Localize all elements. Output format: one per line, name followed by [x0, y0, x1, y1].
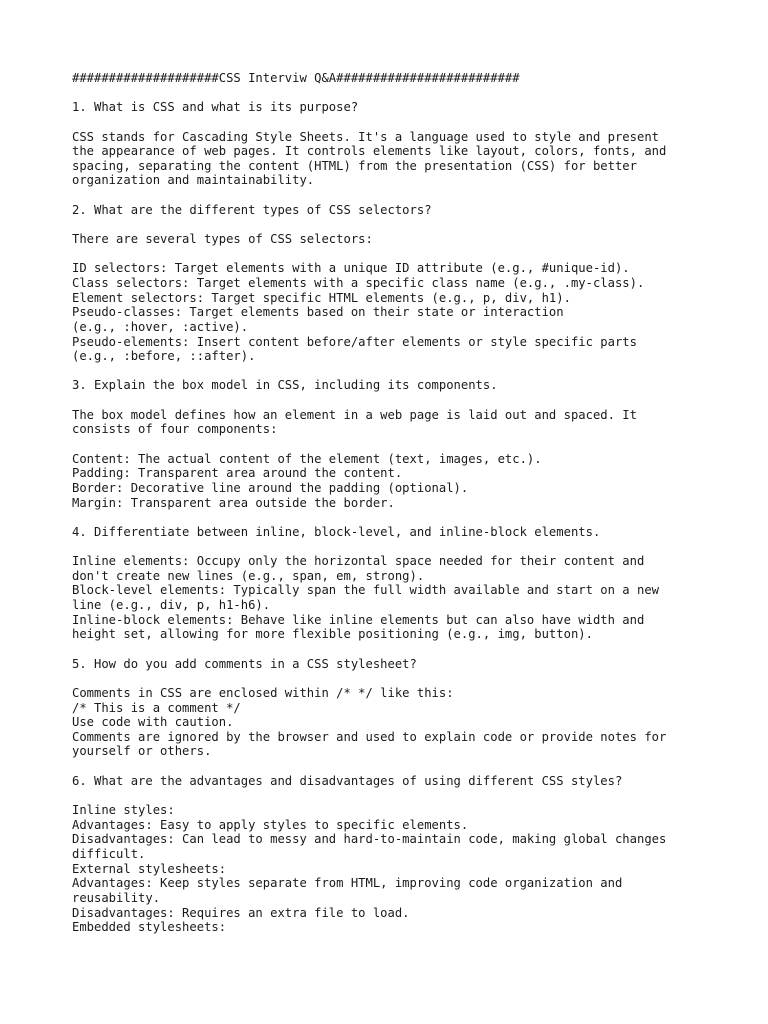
- paragraph-gap: [72, 188, 722, 203]
- paragraph-gap: [72, 540, 722, 555]
- text-line: Inline-block elements: Behave like inline elements but can also have width and: [72, 612, 645, 627]
- text-line: organization and maintainability.: [72, 173, 315, 188]
- text-line: Border: Decorative line around the padding (optional).: [72, 480, 469, 495]
- text-line: (e.g., :hover, :active).: [72, 319, 249, 334]
- paragraph-gap: [72, 759, 722, 774]
- text-line: 6. What are the advantages and disadvantages of using different CSS styles?: [72, 773, 623, 788]
- text-line: ID selectors: Target elements with a unique ID attribute (e.g., #unique-id).: [72, 261, 630, 276]
- text-line: Pseudo-classes: Target elements based on their state or interaction: [72, 305, 564, 320]
- text-line: 5. How do you add comments in a CSS stylesheet?: [72, 656, 417, 671]
- text-line: 1. What is CSS and what is its purpose?: [72, 100, 359, 115]
- text-line: 3. Explain the box model in CSS, including its components.: [72, 378, 498, 393]
- paragraph: [72, 452, 722, 511]
- paragraph: [72, 774, 722, 789]
- text-line: The box model defines how an element in a web page is laid out and spaced. It: [72, 407, 637, 422]
- document-body: [72, 100, 722, 935]
- paragraph: [72, 408, 722, 437]
- paragraph-gap: [72, 642, 722, 657]
- text-line: Inline styles:: [72, 803, 175, 818]
- document-page: [72, 71, 722, 935]
- paragraph-gap: [72, 510, 722, 525]
- text-line: Disadvantages: Requires an extra file to load.: [72, 905, 410, 920]
- text-line: 4. Differentiate between inline, block-level, and inline-block elements.: [72, 524, 601, 539]
- paragraph: [72, 203, 722, 218]
- text-line: consists of four components:: [72, 422, 278, 437]
- text-line: Class selectors: Target elements with a specific class name (e.g., .my-class).: [72, 275, 645, 290]
- paragraph-gap: [72, 86, 722, 101]
- text-line: Block-level elements: Typically span the full width available and start on a new: [72, 583, 659, 598]
- paragraph-gap: [72, 364, 722, 379]
- text-line: spacing, separating the content (HTML) from the presentation (CSS) for better: [72, 158, 637, 173]
- paragraph: [72, 261, 722, 363]
- text-line: difficult.: [72, 846, 146, 861]
- paragraph-gap: [72, 393, 722, 408]
- paragraph: [72, 525, 722, 540]
- text-line: reusability.: [72, 890, 161, 905]
- text-line: Content: The actual content of the element (text, images, etc.).: [72, 451, 542, 466]
- paragraph: [72, 554, 722, 642]
- text-line: 2. What are the different types of CSS selectors?: [72, 202, 432, 217]
- text-line: Comments in CSS are enclosed within /* */ like this:: [72, 685, 454, 700]
- paragraph-gap: [72, 671, 722, 686]
- text-line: Inline elements: Occupy only the horizontal space needed for their content and: [72, 554, 645, 569]
- paragraph: [72, 686, 722, 759]
- text-line: line (e.g., div, p, h1-h6).: [72, 598, 271, 613]
- paragraph: [72, 100, 722, 115]
- paragraph: [72, 130, 722, 189]
- paragraph: [72, 657, 722, 672]
- text-line: There are several types of CSS selectors:: [72, 232, 373, 247]
- text-line: Comments are ignored by the browser and used to explain code or provide notes for: [72, 729, 667, 744]
- text-line: Advantages: Keep styles separate from HTML, improving code organization and: [72, 876, 623, 891]
- paragraph: [72, 232, 722, 247]
- text-line: /* This is a comment */: [72, 700, 241, 715]
- text-line: height set, allowing for more flexible positioning (e.g., img, button).: [72, 627, 593, 642]
- paragraph-gap: [72, 115, 722, 130]
- text-line: Disadvantages: Can lead to messy and hard-to-maintain code, making global changes: [72, 832, 667, 847]
- text-line: yourself or others.: [72, 744, 212, 759]
- paragraph-gap: [72, 217, 722, 232]
- text-line: External stylesheets:: [72, 861, 227, 876]
- text-line: Margin: Transparent area outside the border.: [72, 495, 395, 510]
- paragraph-gap: [72, 247, 722, 262]
- paragraph: [72, 803, 722, 935]
- text-line: Embedded stylesheets:: [72, 920, 227, 935]
- paragraph-gap: [72, 788, 722, 803]
- text-line: CSS stands for Cascading Style Sheets. It's a language used to style and present: [72, 129, 659, 144]
- text-line: the appearance of web pages. It controls elements like layout, colors, fonts, and: [72, 144, 667, 159]
- paragraph: [72, 378, 722, 393]
- text-line: don't create new lines (e.g., span, em, strong).: [72, 568, 425, 583]
- text-line: Advantages: Easy to apply styles to specific elements.: [72, 817, 469, 832]
- text-line: Use code with caution.: [72, 715, 234, 730]
- text-line: (e.g., :before, ::after).: [72, 349, 256, 364]
- document-title: ####################CSS Interviw Q&A#########################: [72, 71, 520, 85]
- paragraph-gap: [72, 437, 722, 452]
- text-line: Element selectors: Target specific HTML elements (e.g., p, div, h1).: [72, 290, 571, 305]
- text-line: Pseudo-elements: Insert content before/after elements or style specific parts: [72, 334, 637, 349]
- text-line: Padding: Transparent area around the content.: [72, 466, 403, 481]
